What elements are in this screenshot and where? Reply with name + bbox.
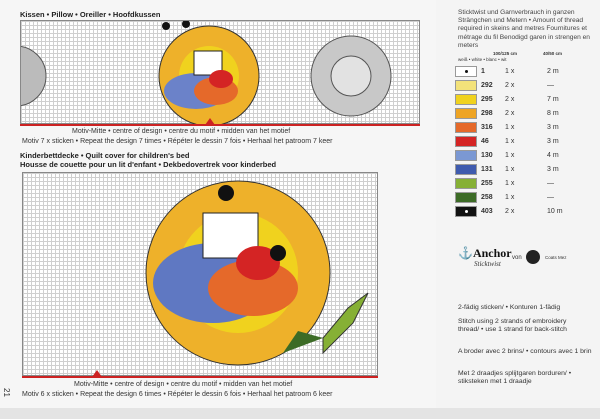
meters: 3 m: [547, 124, 559, 131]
thread-number: 255: [481, 180, 493, 187]
meters: 7 m: [547, 96, 559, 103]
color-swatch: [455, 80, 477, 91]
skeins: 1 x: [505, 194, 515, 201]
color-swatch: [455, 136, 477, 147]
meters: —: [547, 82, 554, 89]
brand-company: Coats Mez: [545, 255, 567, 260]
color-swatch: [455, 164, 477, 175]
color-swatch: [455, 206, 477, 217]
pillow-chart: [20, 20, 420, 124]
pillow-title: Kissen • Pillow • Oreiller • Hoofdkussen: [20, 10, 161, 19]
thread-number: 298: [481, 110, 493, 117]
quilt-title-1: Kinderbettdecke • Quilt cover for children's bed: [20, 151, 190, 160]
skeins: 1 x: [505, 152, 515, 159]
legend-row: [455, 80, 595, 92]
quilt-repeat-line: [22, 376, 378, 378]
legend-white-label: weiß • white • blanc • wit: [458, 57, 507, 62]
meters: 3 m: [547, 166, 559, 173]
skeins: 1 x: [505, 138, 515, 145]
coats-logo-icon: [526, 250, 540, 264]
thread-number: 258: [481, 194, 493, 201]
brand-von: von: [512, 255, 522, 261]
center-marker-icon: [92, 370, 102, 377]
legend-row: [455, 206, 595, 218]
brand-sub: Sticktwist: [474, 260, 501, 268]
skeins: 1 x: [505, 68, 515, 75]
legend-row: [455, 150, 595, 162]
legend-row: [455, 122, 595, 134]
legend-col-b: 40/50 cm: [543, 51, 563, 56]
color-swatch: [455, 192, 477, 203]
pillow-flower-right-grey: [311, 36, 391, 116]
thread-number: 292: [481, 82, 493, 89]
meters: 4 m: [547, 152, 559, 159]
skeins: 1 x: [505, 166, 515, 173]
pillow-flower-left-grey: [21, 46, 46, 106]
meters: 10 m: [547, 208, 563, 215]
pillow-repeat-caption: Motiv 7 x sticken • Repeat the design 7 times • Répéter le dessin 7 fois • Herhaal het patroom 7 keer: [22, 138, 333, 145]
instruction-fr: A broder avec 2 brins/ • contours avec 1 brin: [458, 348, 592, 355]
instruction-de: 2-fädig sticken/ • Konturen 1-fädig: [458, 304, 561, 311]
color-swatch: [455, 178, 477, 189]
quilt-title-2: Housse de couette pour un lit d'enfant • Dekbedovertrek voor kinderbed: [20, 160, 277, 169]
thread-number: 403: [481, 208, 493, 215]
thread-number: 130: [481, 152, 493, 159]
legend-row: [455, 192, 595, 204]
thread-number: 295: [481, 96, 493, 103]
color-swatch: [455, 94, 477, 105]
skeins: 1 x: [505, 124, 515, 131]
meters: —: [547, 194, 554, 201]
quilt-center-caption: Motiv-Mitte • centre of design • centre du motif • midden van het motief: [74, 381, 293, 388]
thread-number: 1: [481, 68, 485, 75]
thread-number: 46: [481, 138, 489, 145]
anchor-logo: ⚓Anchor: [458, 246, 512, 260]
page-number: 21: [1, 388, 11, 397]
skeins: 2 x: [505, 96, 515, 103]
pillow-repeat-line: [20, 124, 420, 126]
meters: 3 m: [547, 138, 559, 145]
skeins: 2 x: [505, 110, 515, 117]
color-swatch: [455, 122, 477, 133]
meters: —: [547, 180, 554, 187]
quilt-chart: [22, 172, 378, 376]
brand-name: Anchor: [472, 246, 512, 260]
legend-col-a: 100/125 cm: [493, 51, 518, 56]
legend-row: [455, 66, 595, 78]
quilt-repeat-caption: Motiv 6 x sticken • Repeat the design 6 times • Répéter le dessin 6 fois • Herhaal het patroom 6 keer: [22, 391, 333, 398]
page-edge: [0, 408, 600, 419]
thread-number: 316: [481, 124, 493, 131]
color-swatch: [455, 150, 477, 161]
legend-row: [455, 178, 595, 190]
pillow-flower-center: [159, 21, 259, 125]
color-swatch: [455, 108, 477, 119]
pillow-center-caption: Motiv-Mitte • centre of design • centre du motif • midden van het motief: [72, 128, 291, 135]
legend-row: [455, 164, 595, 176]
skeins: 2 x: [505, 208, 515, 215]
center-marker-icon: [205, 118, 215, 125]
skeins: 2 x: [505, 82, 515, 89]
legend-row: [455, 136, 595, 148]
legend-row: [455, 108, 595, 120]
legend-intro: Sticktwist und Garnverbrauch in ganzen Strängchen und Metern • Amount of thread required in skeins and metres Fournitures et métrage du fil Benodigd garen in strengen en meters: [458, 9, 590, 49]
skeins: 1 x: [505, 180, 515, 187]
legend-row: [455, 94, 595, 106]
meters: 2 m: [547, 68, 559, 75]
instruction-nl: Met 2 draadjes splijtgaren borduren/ • stiksteken met 1 draadje: [458, 370, 572, 386]
instruction-en: Stitch using 2 strands of embroidery thread/ • use 1 strand for back-stitch: [458, 318, 567, 334]
meters: 8 m: [547, 110, 559, 117]
color-swatch: [455, 66, 477, 77]
thread-number: 131: [481, 166, 493, 173]
